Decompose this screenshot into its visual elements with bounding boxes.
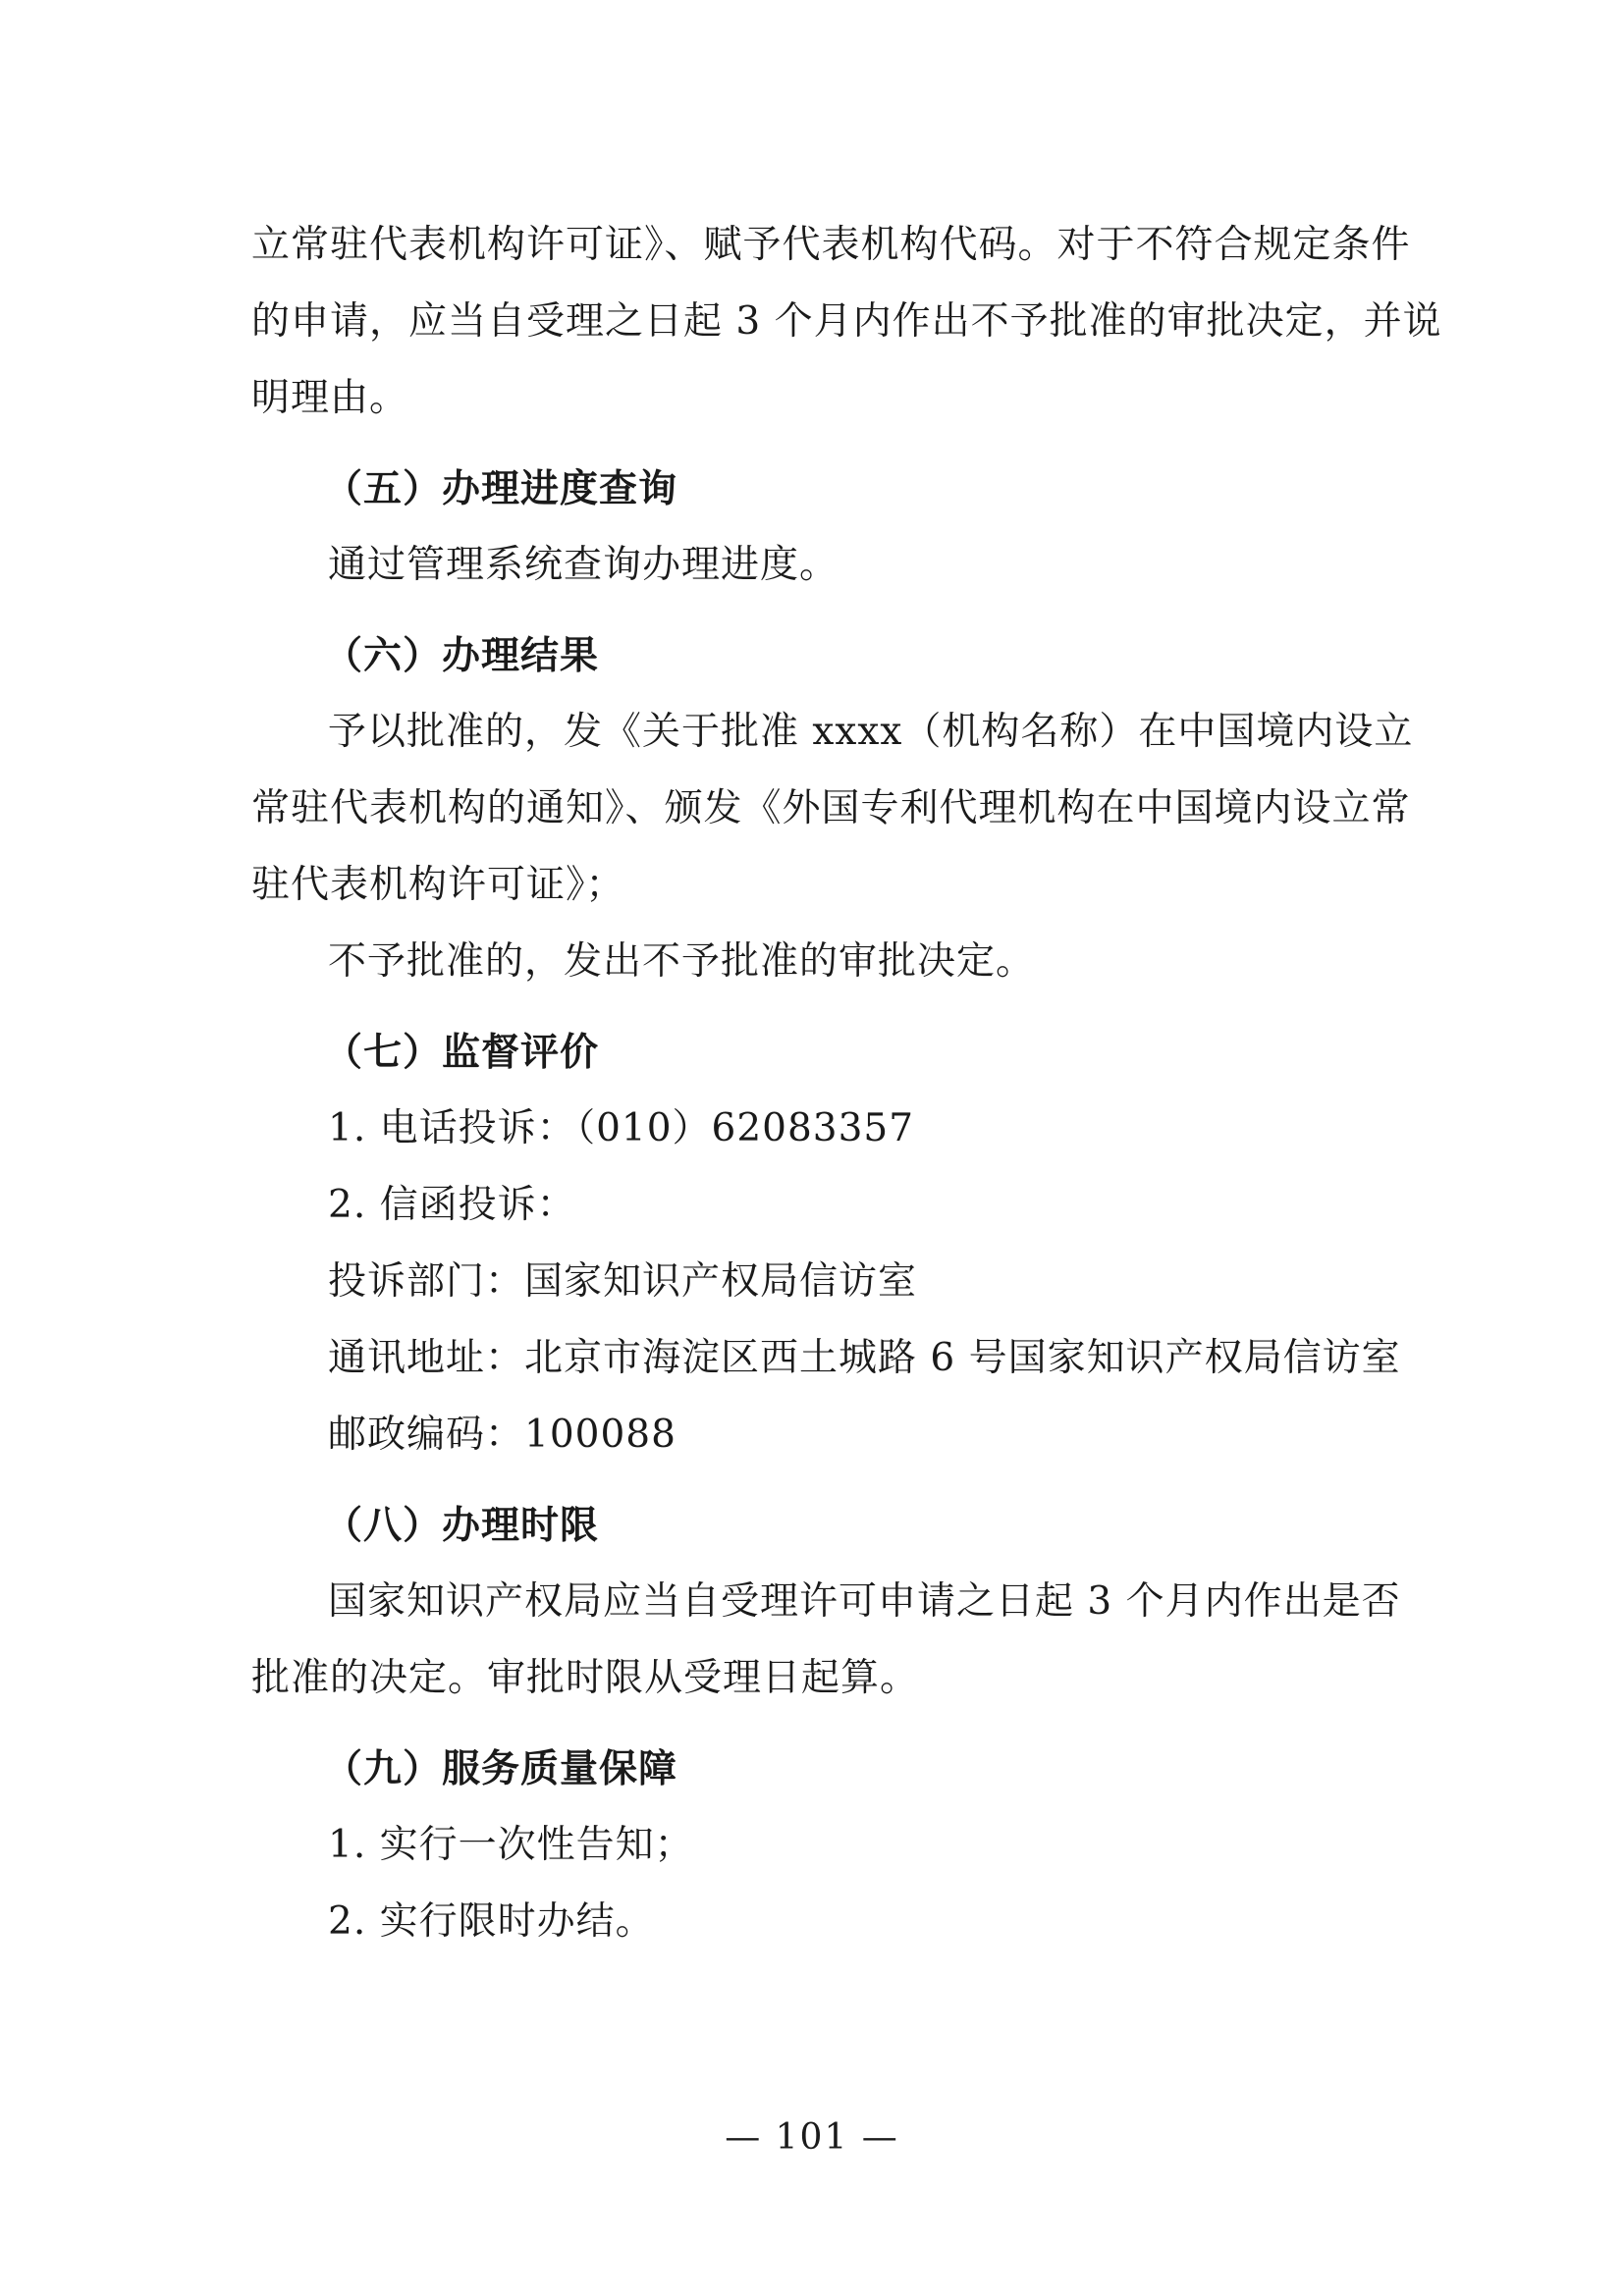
body-line-1: 立常驻代表机构许可证》、赋予代表机构代码。对于不符合规定条件 <box>251 223 1411 267</box>
complaint-department: 投诉部门：国家知识产权局信访室 <box>328 1259 918 1304</box>
body-line-2: 的申请，应当自受理之日起 3 个月内作出不予批准的审批决定，并说 <box>251 299 1442 344</box>
body-line-7: 驻代表机构许可证》； <box>251 863 625 907</box>
section-heading-6: （六）办理结果 <box>324 633 600 678</box>
body-line-14: 国家知识产权局应当自受理许可申请之日起 3 个月内作出是否 <box>328 1579 1401 1624</box>
postal-code: 邮政编码：100088 <box>328 1413 677 1457</box>
complaint-address: 通讯地址：北京市海淀区西土城路 6 号国家知识产权局信访室 <box>328 1336 1401 1380</box>
section-heading-8: （八）办理时限 <box>324 1503 600 1548</box>
body-line-3: 明理由。 <box>251 376 409 420</box>
body-line-15: 批准的决定。审批时限从受理日起算。 <box>251 1656 920 1700</box>
section-heading-7: （七）监督评价 <box>324 1030 600 1075</box>
body-line-5: 予以批准的，发《关于批准 xxxx（机构名称）在中国境内设立 <box>328 710 1414 754</box>
page-number: — 101 — <box>725 2117 899 2158</box>
list-item-1: 1. 实行一次性告知； <box>328 1823 694 1867</box>
list-item-2: 2. 实行限时办结。 <box>328 1899 655 1944</box>
section-heading-9: （九）服务质量保障 <box>324 1746 678 1791</box>
body-line-4: 通过管理系统查询办理进度。 <box>328 543 839 587</box>
section-heading-5: （五）办理进度查询 <box>324 466 678 511</box>
body-line-6: 常驻代表机构的通知》、颁发《外国专利代理机构在中国境内设立常 <box>251 786 1411 830</box>
complaint-phone: 1. 电话投诉：（010）62083357 <box>328 1106 915 1150</box>
body-line-8: 不予批准的，发出不予批准的审批决定。 <box>328 939 1036 984</box>
complaint-letter: 2. 信函投诉： <box>328 1183 576 1227</box>
